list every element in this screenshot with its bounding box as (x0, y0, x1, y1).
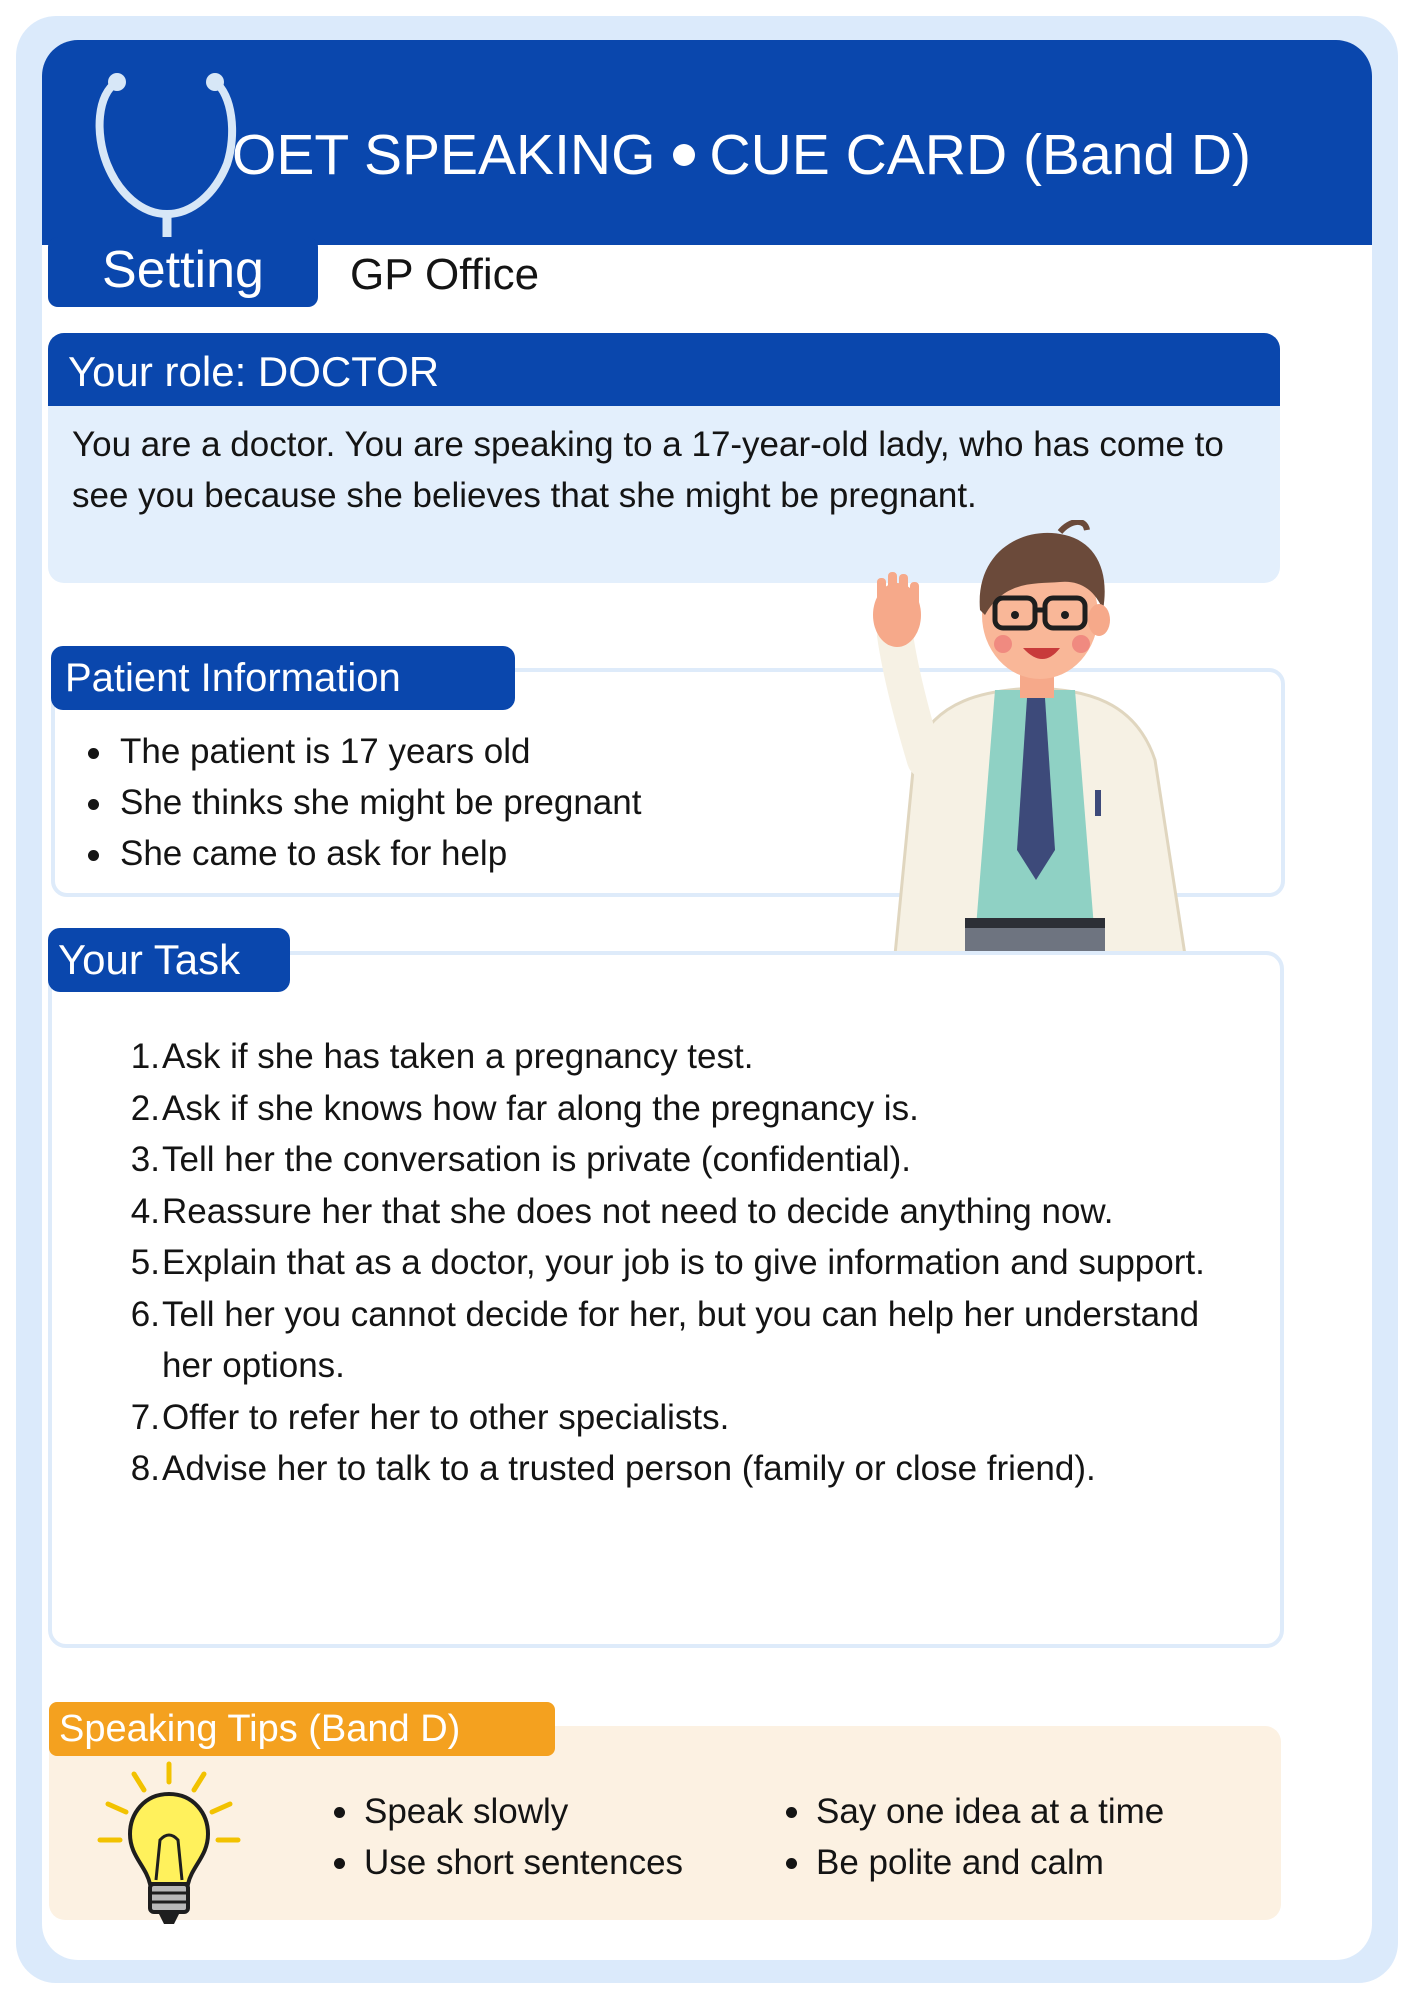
list-item: 1. Ask if she has taken a pregnancy test. (130, 1037, 754, 1076)
list-item: She came to ask for help (80, 828, 880, 879)
list-item: 6. Tell her you cannot decide for her, but you can help her understand her options. (130, 1294, 1200, 1385)
list-item: 5. Explain that as a doctor, your job is to give information and support. (130, 1243, 1205, 1282)
patient-info-heading: Patient Information (51, 646, 515, 710)
doctor-illustration (855, 520, 1215, 955)
tips-list-right (782, 1786, 1164, 1888)
role-heading: Your role: DOCTOR (48, 333, 1280, 406)
tips-list-left (330, 1786, 683, 1888)
list-item: Say one idea at a time (782, 1786, 1164, 1837)
list-item: 4. Reassure her that she does not need to decide anything now. (130, 1191, 1114, 1231)
list-item: 3. Tell her the conversation is private (confidential). (130, 1140, 911, 1179)
list-item: She thinks she might be pregnant (80, 777, 880, 828)
lightbulb-icon (94, 1760, 244, 1930)
patient-info-list (80, 726, 880, 879)
list-item: The patient is 17 years old (80, 726, 880, 777)
list-item: 2. Ask if she knows how far along the pregnancy is. (130, 1088, 919, 1128)
task-heading: Your Task (48, 928, 290, 992)
stethoscope-icon (87, 64, 237, 244)
list-item: 7. Offer to refer her to other specialists. (130, 1397, 730, 1437)
tips-heading: Speaking Tips (Band D) (49, 1702, 555, 1756)
list-item: 8. Advise her to talk to a trusted person (family or close friend). (130, 1449, 1096, 1488)
task-list (80, 1031, 1240, 1495)
page-title: OET SPEAKING CUE CARD (Band D) (232, 123, 1252, 187)
card-header (42, 40, 1372, 245)
list-item: Be polite and calm (782, 1837, 1164, 1888)
role-description: You are a doctor. You are speaking to a 17-year-old lady, who has come to see you because she believes that she might be pregnant. (72, 425, 1224, 515)
list-item: Use short sentences (330, 1837, 683, 1888)
setting-value: GP Office (350, 250, 540, 299)
list-item: Speak slowly (330, 1786, 683, 1837)
setting-label: Setting (48, 237, 318, 307)
